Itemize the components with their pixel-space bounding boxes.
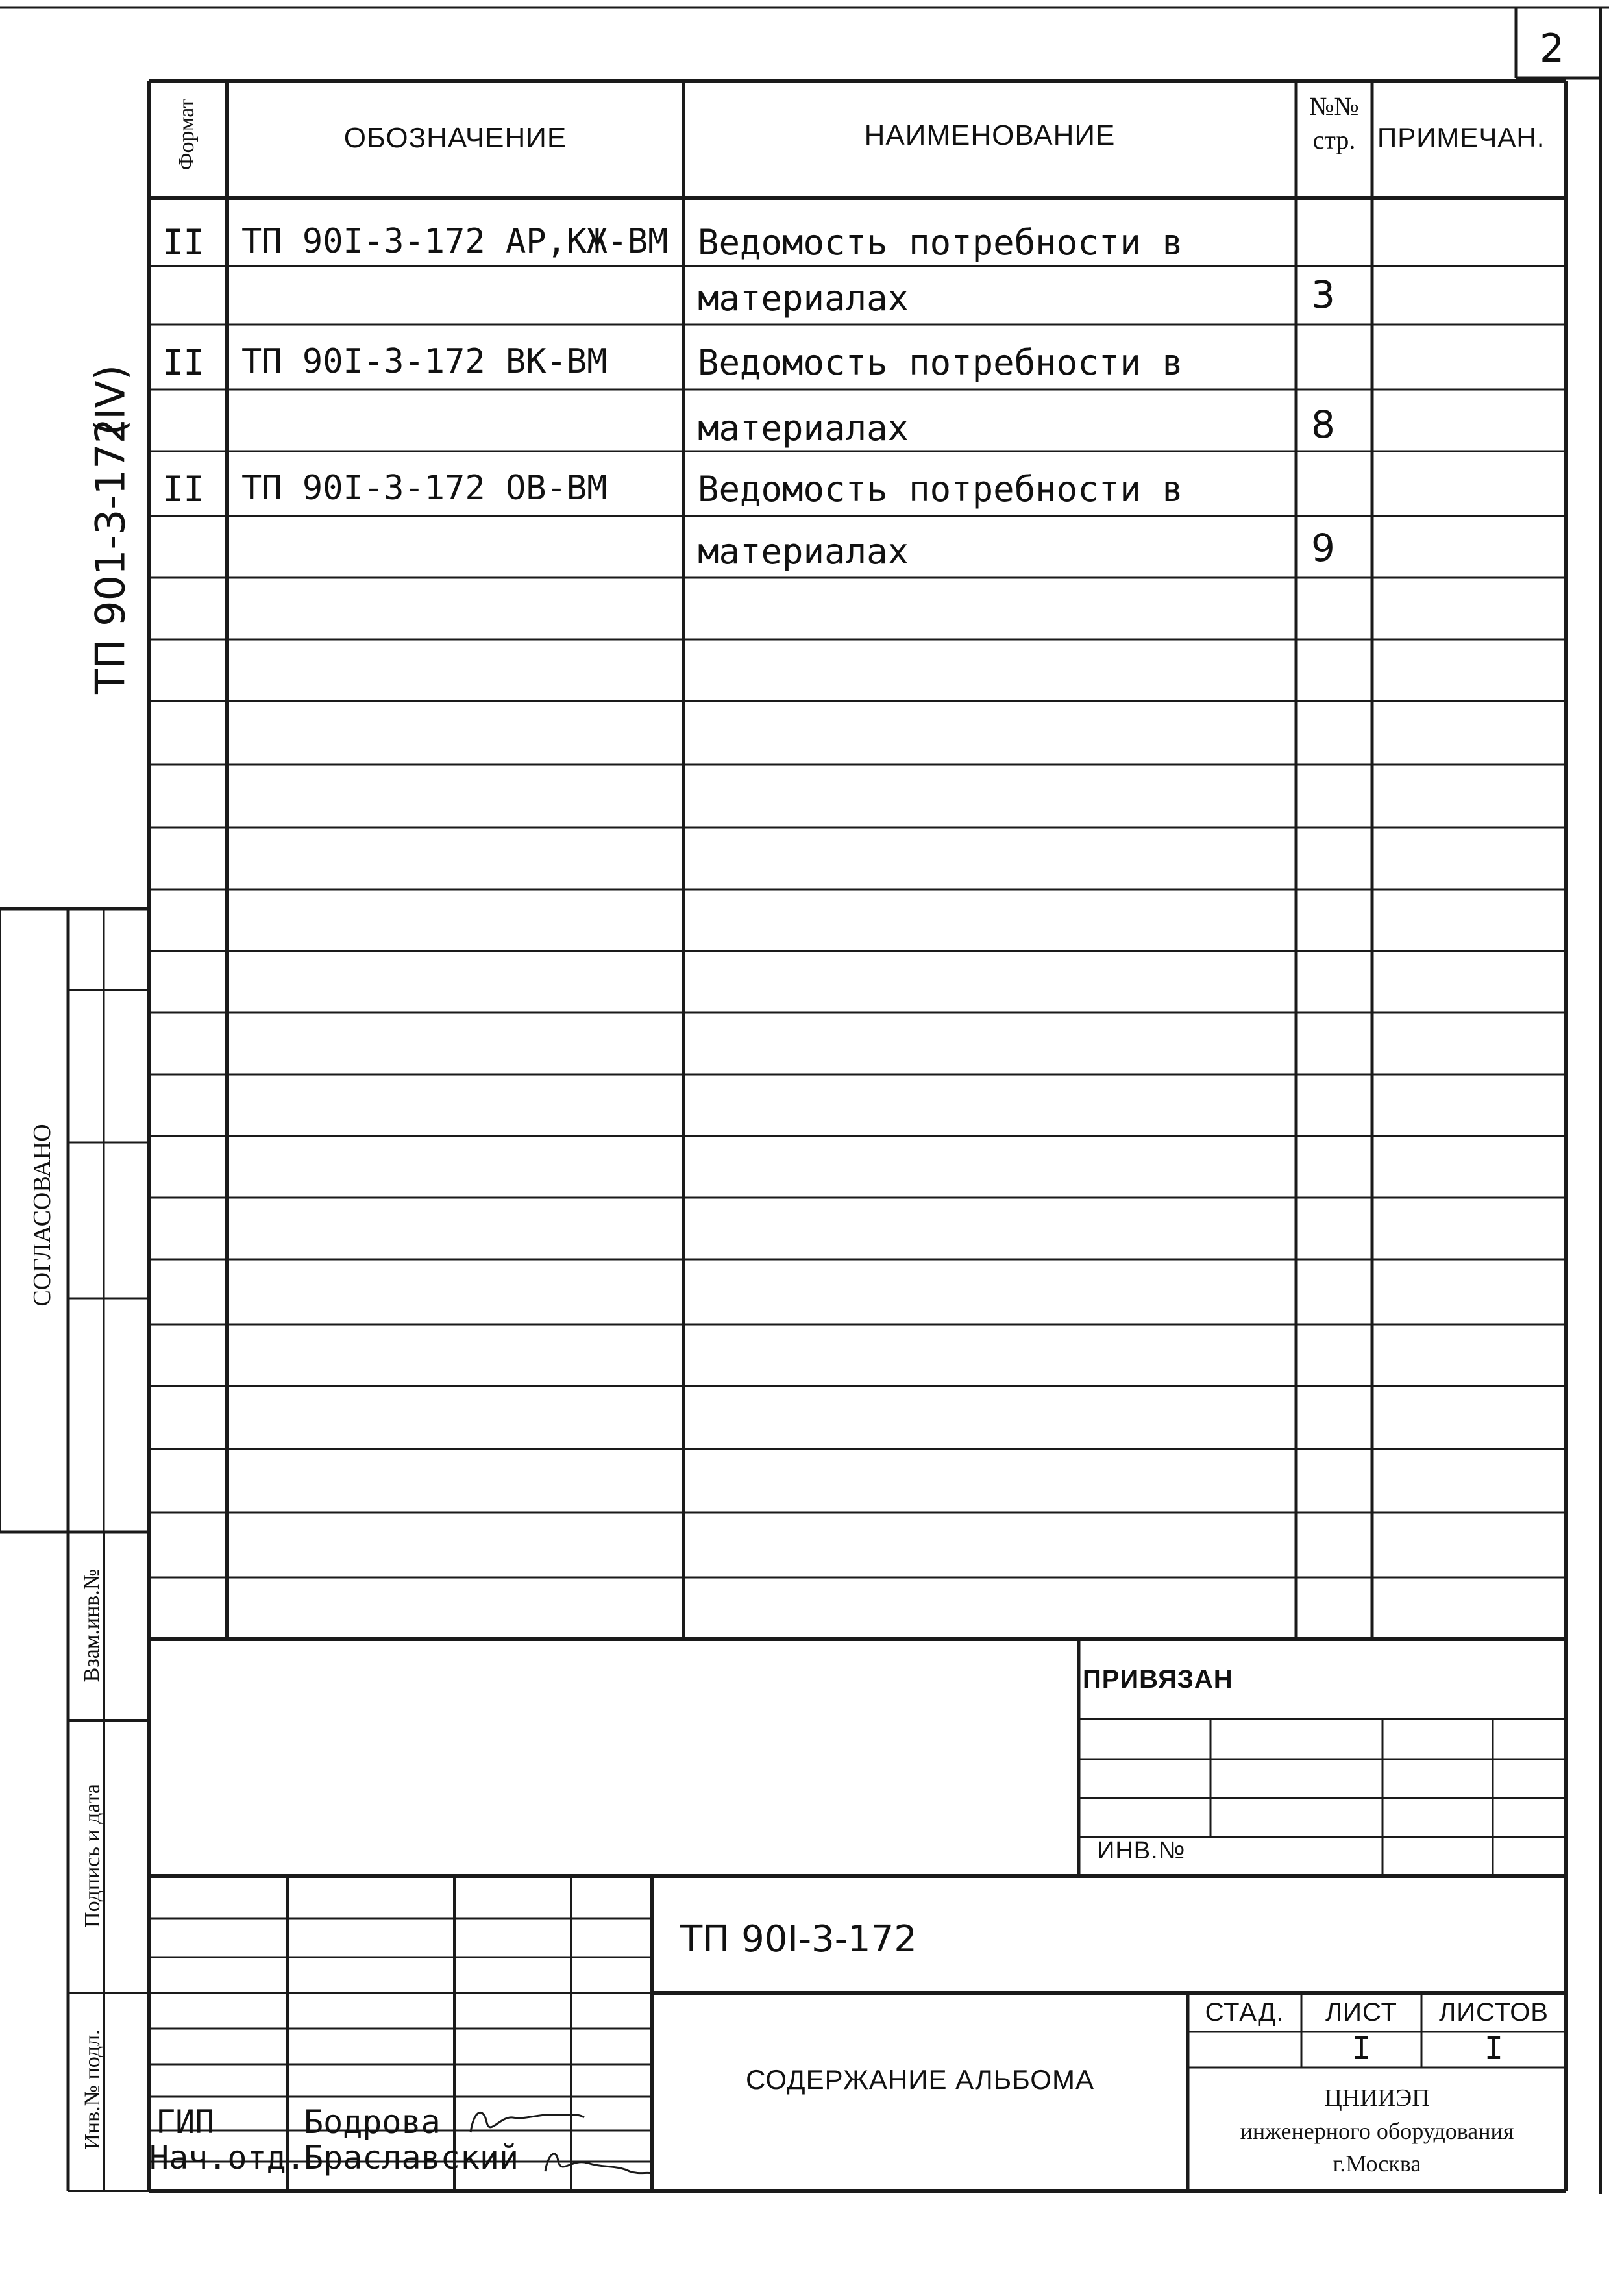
org-line-2: инженерного оборудования <box>1240 2118 1514 2144</box>
row-1-name-line1: Ведомость потребности в <box>698 222 1183 263</box>
sheet-value: I <box>1352 2031 1371 2067</box>
header-page-no: №№ <box>1309 92 1359 121</box>
margin-agreed: СОГЛАСОВАНО <box>29 1124 56 1307</box>
row-2-page: 8 <box>1311 402 1335 447</box>
privyazan-label: ПРИВЯЗАН <box>1083 1665 1233 1694</box>
margin-project-code: ТП 901-3-172 <box>86 417 134 695</box>
header-page-str: стр. <box>1312 125 1356 154</box>
margin-signature-date: Подпись и дата <box>80 1784 104 1928</box>
header-name: НАИМЕНОВАНИЕ <box>864 119 1116 151</box>
row-3-format: II <box>162 469 205 510</box>
signer-2-name: Браславский <box>304 2139 519 2177</box>
sheets-value: I <box>1484 2031 1503 2067</box>
row-1-name-line2: материалах <box>698 278 909 319</box>
row-2-name-line1: Ведомость потребности в <box>698 342 1183 383</box>
row-1-page: 3 <box>1311 273 1335 317</box>
signer-1-role: ГИП <box>156 2103 215 2141</box>
inv-no-label: ИНВ.№ <box>1097 1837 1186 1864</box>
margin-volume: (IV) <box>86 364 134 436</box>
row-2-name-line2: материалах <box>698 408 909 449</box>
signature-2 <box>545 2154 652 2173</box>
row-3-page: 9 <box>1311 526 1335 570</box>
margin-vzam-inv: Взам.инв.№ <box>80 1568 104 1683</box>
org-line-1: ЦНИИЭП <box>1324 2084 1430 2112</box>
sheet-label: ЛИСТ <box>1325 1998 1397 2027</box>
row-1-designation: ТП 90I-3-172 АР,КЖ-ВМ <box>241 222 669 261</box>
sheets-label: ЛИСТОВ <box>1439 1998 1549 2027</box>
header-designation: ОБОЗНАЧЕНИЕ <box>343 122 567 154</box>
title-block-title: СОДЕРЖАНИЕ АЛЬБОМА <box>746 2064 1094 2095</box>
stage-label: СТАД. <box>1205 1998 1284 2027</box>
row-3-name-line1: Ведомость потребности в <box>698 469 1183 510</box>
header-format: Формат <box>175 98 199 171</box>
signature-1 <box>471 2112 584 2132</box>
org-line-3: г.Москва <box>1333 2151 1421 2177</box>
row-1-format: II <box>162 222 205 263</box>
row-3-designation: ТП 90I-3-172 ОВ-ВМ <box>241 469 608 508</box>
margin-inv-podl: Инв.№ подл. <box>80 2029 104 2150</box>
sheet-number: 2 <box>1540 26 1565 71</box>
row-2-format: II <box>162 342 205 383</box>
title-block-code: ТП 90I-3-172 <box>680 1918 917 1960</box>
row-2-designation: ТП 90I-3-172 ВК-ВМ <box>241 342 608 381</box>
signer-2-role: Нач.отд. <box>149 2139 306 2177</box>
row-3-name-line2: материалах <box>698 531 909 572</box>
header-note: ПРИМЕЧАН. <box>1377 122 1545 153</box>
signer-1-name: Бодрова <box>304 2103 441 2141</box>
